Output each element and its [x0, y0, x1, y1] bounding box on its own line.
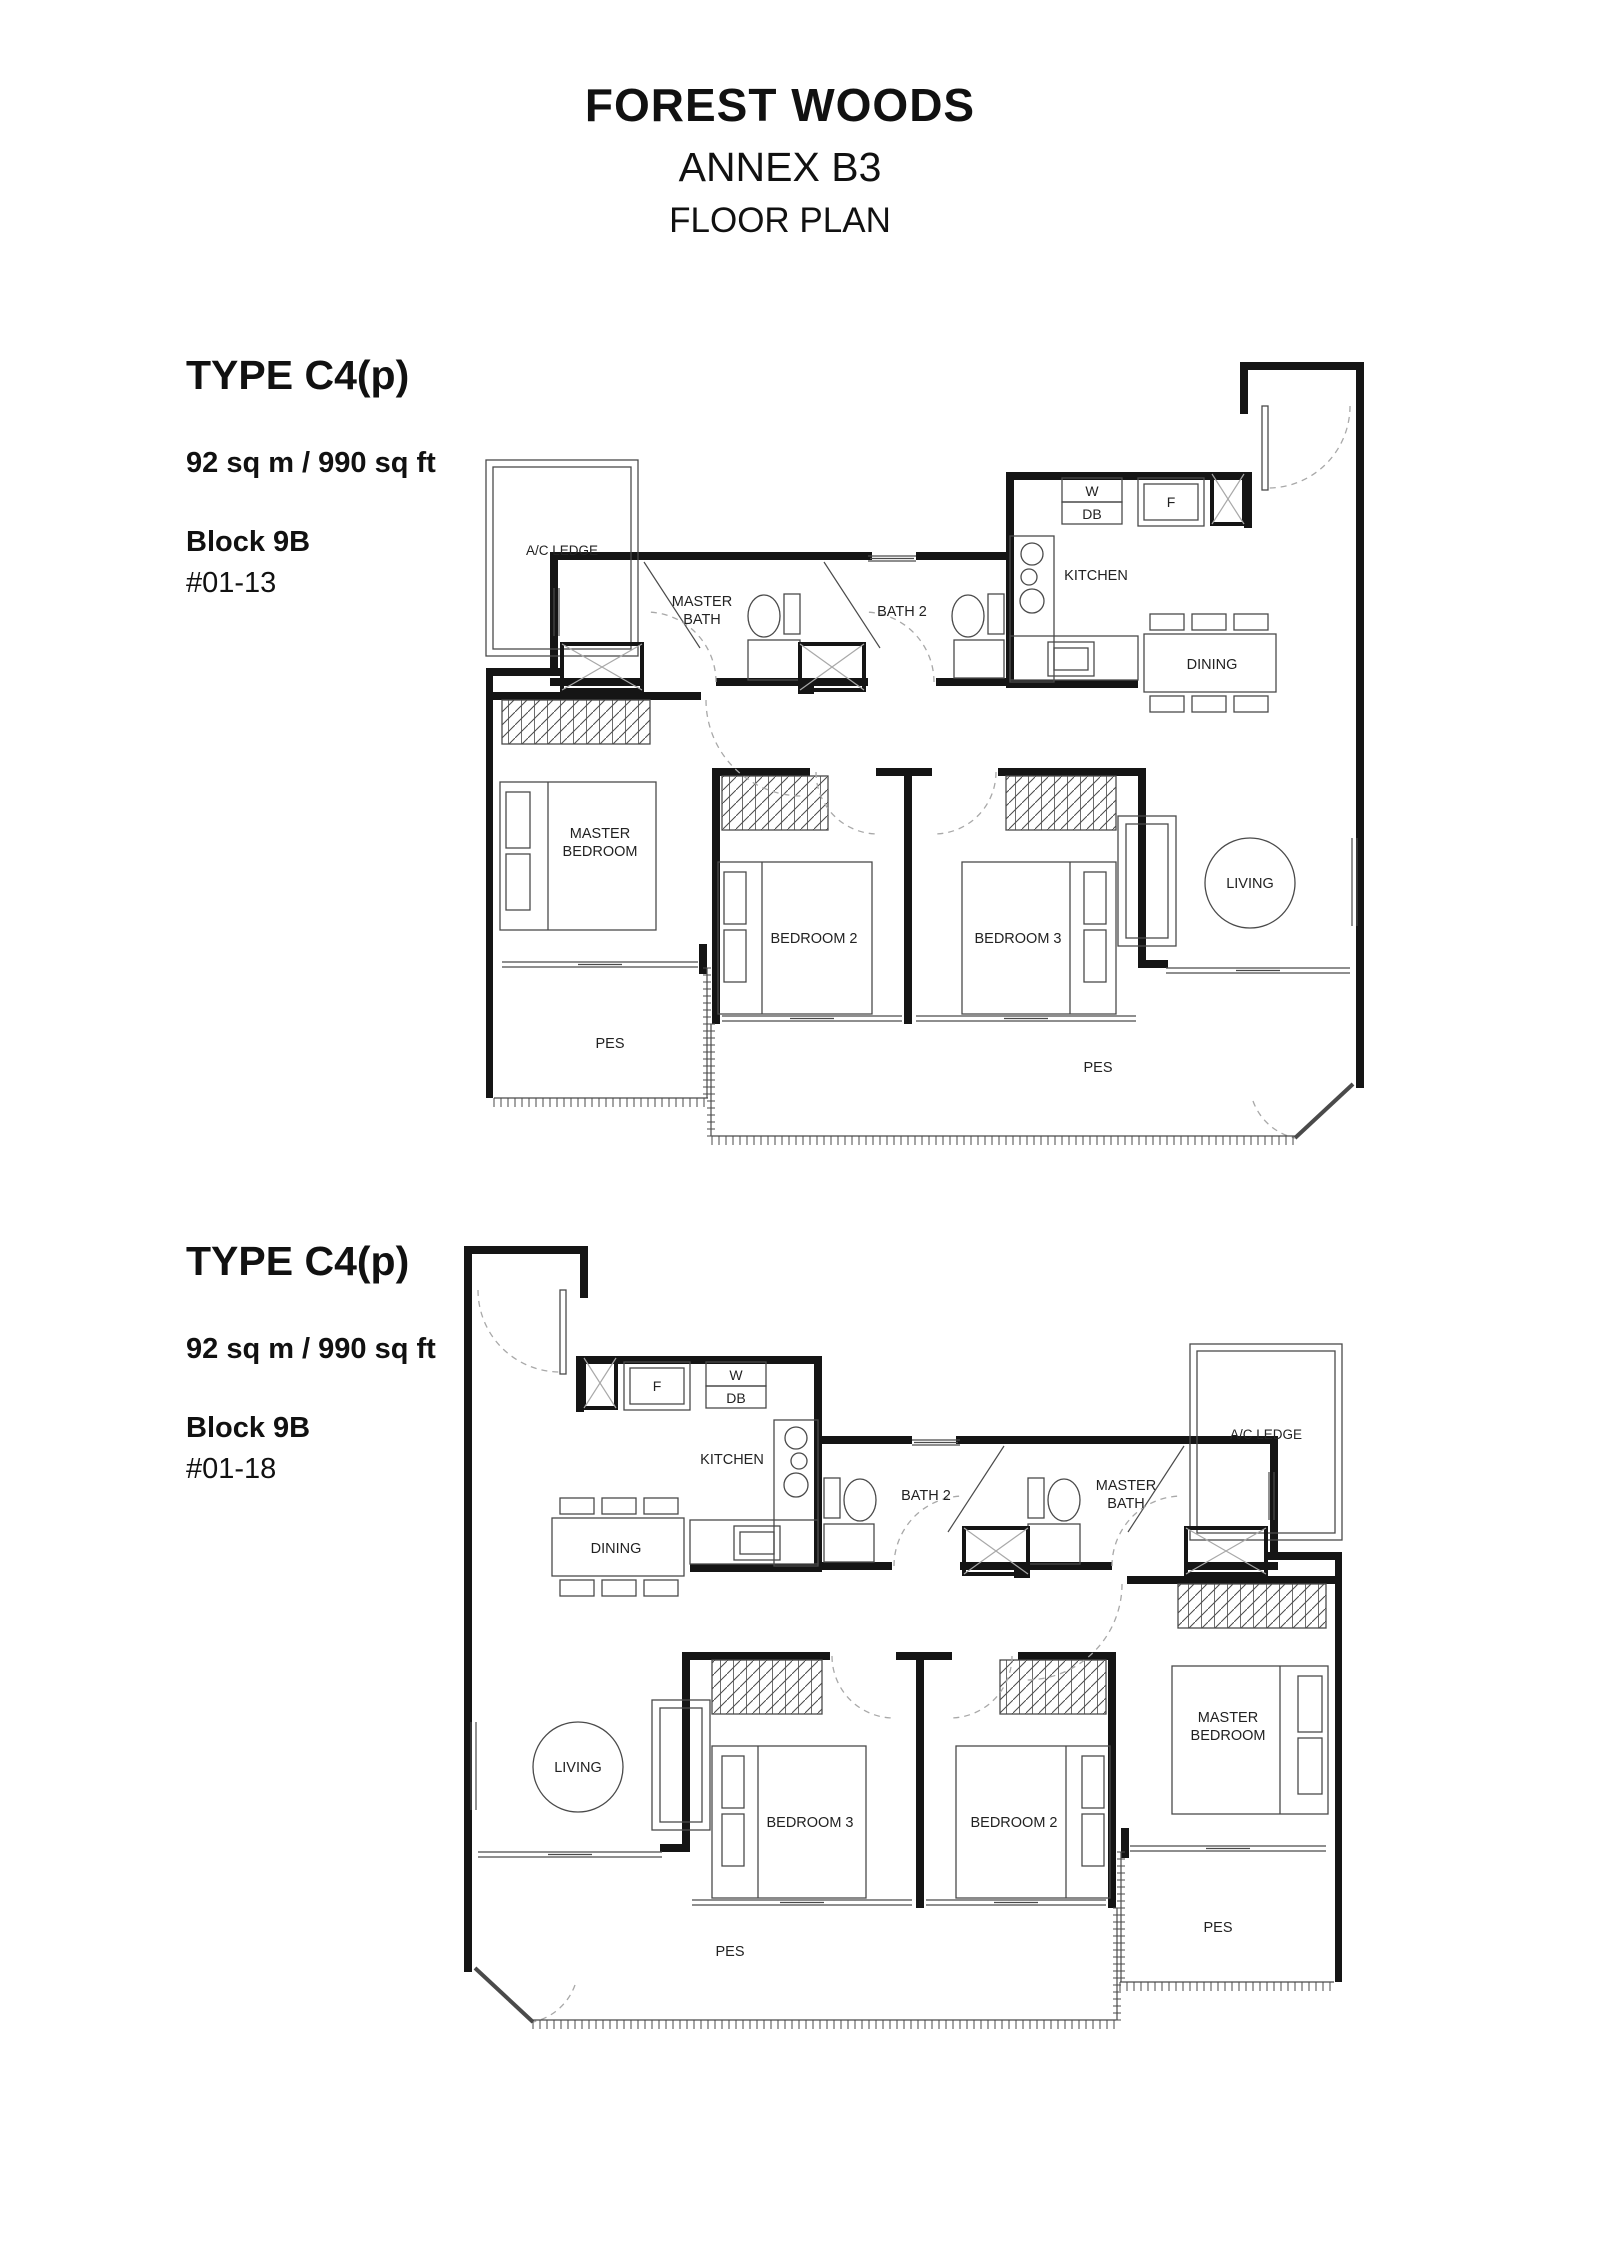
room-label-bath2: BATH 2	[877, 604, 927, 620]
room-label-kitchen: KITCHEN	[1064, 568, 1128, 584]
room-label-master-bedroom-1: MASTER	[1197, 1710, 1259, 1726]
room-label-db: DB	[1082, 506, 1102, 522]
room-label-dining: DINING	[1186, 657, 1238, 673]
plan-geometry	[464, 1246, 1342, 2029]
room-label-master-bath-2: BATH	[1107, 1496, 1145, 1512]
title-block	[0, 78, 1560, 241]
unit-block-label: Block 9B	[186, 1412, 311, 1444]
room-label-master-bedroom-1: MASTER	[569, 826, 631, 842]
room-label-master-bedroom-2: BEDROOM	[1190, 1728, 1266, 1744]
room-label-master-bath-1: MASTER	[671, 594, 733, 610]
room-label-master-bath-2: BATH	[683, 612, 721, 628]
floor-plan-svg-2	[428, 1232, 1378, 2052]
room-label-pes-left: PES	[595, 1036, 625, 1052]
room-label-living: LIVING	[554, 1760, 602, 1776]
unit-area-label: 92 sq m / 990 sq ft	[186, 447, 436, 479]
room-label-bedroom3: BEDROOM 3	[974, 931, 1062, 947]
floor-plan-unit-01-18	[428, 1232, 1378, 2057]
project-title: FOREST WOODS	[584, 79, 976, 131]
unit-type-label: TYPE C4(p)	[186, 1238, 410, 1284]
room-label-w: W	[729, 1367, 743, 1383]
plan-geometry	[486, 362, 1364, 1145]
floorplan-subtitle: FLOOR PLAN	[669, 201, 891, 240]
room-label-pes-left: PES	[1203, 1920, 1233, 1936]
room-label-f: F	[652, 1378, 662, 1394]
floor-plan-unit-01-13	[450, 348, 1400, 1173]
unit-number-label: #01-18	[186, 1453, 277, 1485]
room-label-bath2: BATH 2	[901, 1488, 951, 1504]
room-label-master-bedroom-2: BEDROOM	[562, 844, 638, 860]
floor-plan-svg-1	[450, 348, 1400, 1168]
room-label-pes-right: PES	[715, 1944, 745, 1960]
unit-number-label: #01-13	[186, 567, 277, 599]
room-label-ac-ledge: A/C LEDGE	[525, 543, 599, 558]
room-label-pes-right: PES	[1083, 1060, 1113, 1076]
room-label-f: F	[1166, 494, 1176, 510]
room-label-w: W	[1085, 483, 1099, 499]
unit-area-label: 92 sq m / 990 sq ft	[186, 1333, 436, 1365]
unit-block-label: Block 9B	[186, 526, 311, 558]
room-label-kitchen: KITCHEN	[700, 1452, 764, 1468]
room-label-living: LIVING	[1226, 876, 1274, 892]
room-label-bedroom2: BEDROOM 2	[970, 1815, 1058, 1831]
room-label-dining: DINING	[590, 1541, 642, 1557]
room-label-bedroom3: BEDROOM 3	[766, 1815, 854, 1831]
unit-type-label: TYPE C4(p)	[186, 352, 410, 398]
annex-subtitle: ANNEX B3	[678, 144, 882, 190]
room-label-db: DB	[726, 1390, 746, 1406]
room-label-master-bath-1: MASTER	[1095, 1478, 1157, 1494]
room-label-ac-ledge: A/C LEDGE	[1229, 1427, 1303, 1442]
room-label-bedroom2: BEDROOM 2	[770, 931, 858, 947]
